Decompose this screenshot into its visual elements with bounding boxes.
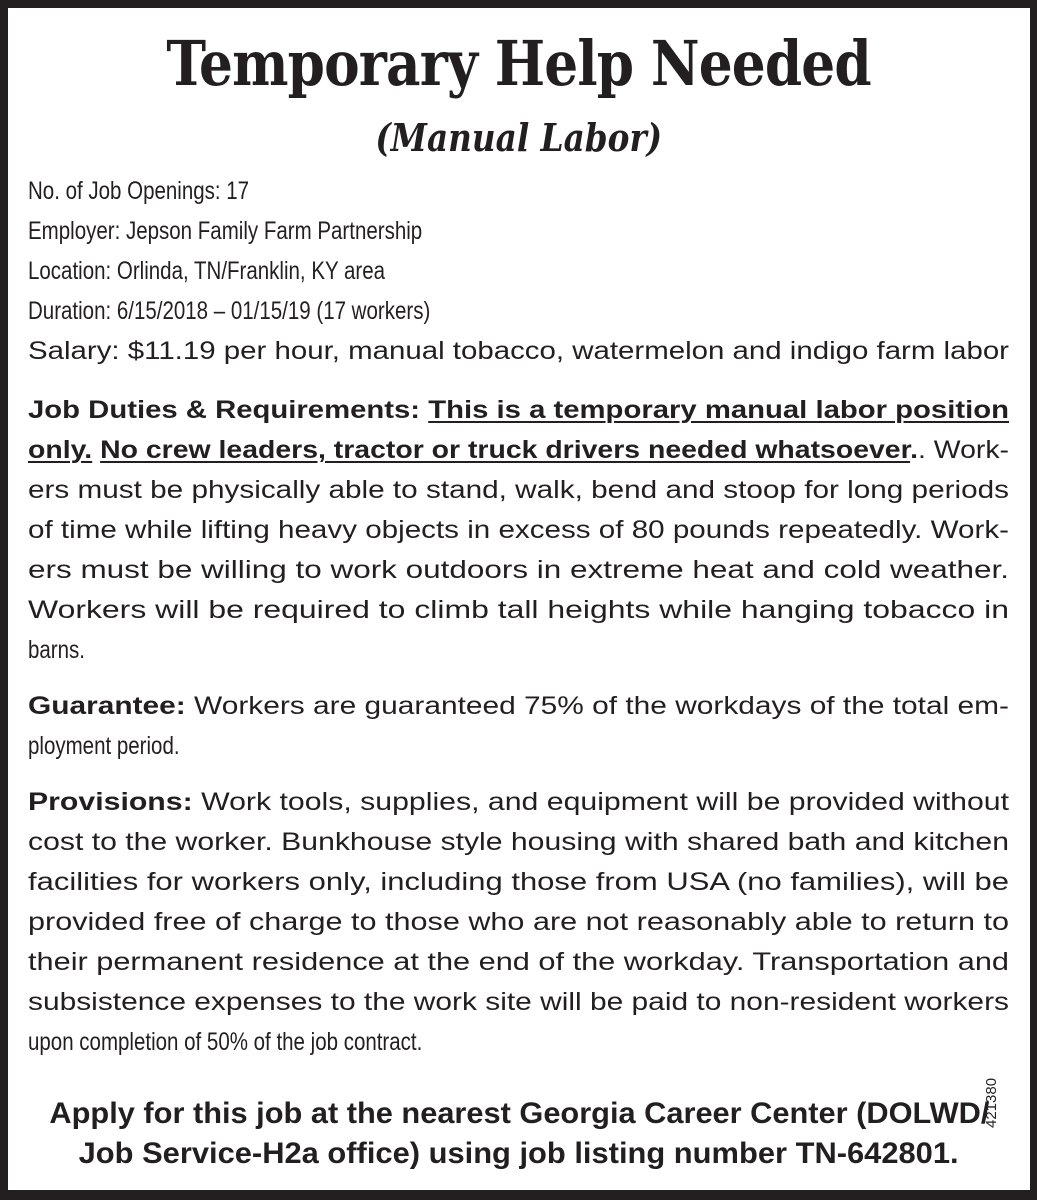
detail-duration-text: Duration: 6/15/2018 – 01/15/19 (17 workers) xyxy=(28,297,431,325)
duties-after: . Work- xyxy=(917,436,1009,464)
guarantee-line-1-content xyxy=(28,686,1009,726)
provisions-text-1: Work tools, supplies, and equipment will be provided without xyxy=(201,788,1010,816)
duties-line xyxy=(28,510,1009,550)
duties-line xyxy=(28,470,1009,510)
duties-line xyxy=(28,550,1009,590)
duties-line-1 xyxy=(28,390,1009,430)
duties-line-2-content xyxy=(28,430,1009,470)
guarantee-line-1 xyxy=(28,686,1009,726)
duties-line-text: of time while lifting heavy objects in excess of 80 pounds repeatedly. Work- xyxy=(28,516,1009,544)
provisions-line-1-content xyxy=(28,782,1009,822)
provisions-line xyxy=(28,942,1009,982)
duties-line xyxy=(28,590,1009,630)
duties-label: Job Duties & Requirements: xyxy=(28,396,421,424)
duties-line-text: Workers will be required to climb tall heights while hanging tobacco in xyxy=(28,596,1009,624)
duties-line-text: ers must be willing to work outdoors in extreme heat and cold weather. xyxy=(28,556,1009,584)
provisions-line xyxy=(28,902,1009,942)
duties-line-text: ers must be physically able to stand, walk, bend and stoop for long periods xyxy=(28,476,1010,504)
provisions-line-text: their permanent residence at the end of the workday. Transportation and xyxy=(28,948,1009,976)
detail-salary-text: Salary: $11.19 per hour, manual tobacco, watermelon and indigo farm labor xyxy=(28,337,1010,365)
provisions-label: Provisions: xyxy=(28,788,193,816)
ad-number: 421380 xyxy=(983,1077,1000,1128)
apply-line-2-text: Job Service-H2a office) using job listing number TN-642801. xyxy=(78,1137,959,1170)
duties-line-text: barns. xyxy=(28,636,85,664)
duties-line xyxy=(28,630,1009,670)
provisions-line xyxy=(28,982,1009,1022)
duties-underline-2a: only. xyxy=(28,436,93,464)
detail-openings-text: No. of Job Openings: 17 xyxy=(28,177,250,205)
detail-employer xyxy=(28,211,1009,251)
provisions-line-text: upon completion of 50% of the job contract. xyxy=(28,1028,423,1056)
guarantee-label: Guarantee: xyxy=(28,692,186,720)
provisions-line-text: provided free of charge to those who are not reasonably able to return to xyxy=(28,908,1009,936)
detail-location-text: Location: Orlinda, TN/Franklin, KY area xyxy=(28,257,386,285)
provisions-line-text: subsistence expenses to the work site will be paid to non-resident workers xyxy=(28,988,1010,1016)
duties-underline-2b: No crew leaders, tractor or truck drivers needed whatsoever xyxy=(100,436,911,464)
provisions-line xyxy=(28,822,1009,862)
apply-line-1 xyxy=(8,1092,1030,1136)
guarantee-text-1: Workers are guaranteed 75% of the workdays of the total em- xyxy=(194,692,1009,720)
detail-salary xyxy=(28,331,1009,371)
detail-duration xyxy=(28,291,1009,331)
duties-line-1-content xyxy=(28,390,1009,430)
detail-openings xyxy=(28,171,1009,211)
duties-line-2 xyxy=(28,430,1009,470)
provisions-line-1 xyxy=(28,782,1009,822)
apply-line-1-text: Apply for this job at the nearest Georgia Career Center (DOLWD/ xyxy=(49,1097,989,1130)
ad-title-text: Temporary Help Needed xyxy=(166,27,872,100)
provisions-line xyxy=(28,1022,1009,1062)
duties-underline-1: This is a temporary manual labor position xyxy=(428,396,1010,424)
detail-employer-text: Employer: Jepson Family Farm Partnership xyxy=(28,217,423,245)
provisions-line xyxy=(28,862,1009,902)
ad-subtitle xyxy=(8,110,1030,166)
duties-period: . xyxy=(910,436,918,464)
provisions-line-text: cost to the worker. Bunkhouse style housing with shared bath and kitchen xyxy=(28,828,1009,856)
guarantee-text-2: ployment period. xyxy=(28,732,180,760)
provisions-line-text: facilities for workers only, including those from USA (no families), will be xyxy=(28,868,1010,896)
apply-line-2 xyxy=(8,1132,1030,1176)
ad-title xyxy=(8,22,1030,106)
guarantee-line-2 xyxy=(28,726,1009,766)
ad-subtitle-text: (Manual Labor) xyxy=(375,115,663,160)
job-ad-sheet xyxy=(8,8,1030,1190)
detail-location xyxy=(28,251,1009,291)
